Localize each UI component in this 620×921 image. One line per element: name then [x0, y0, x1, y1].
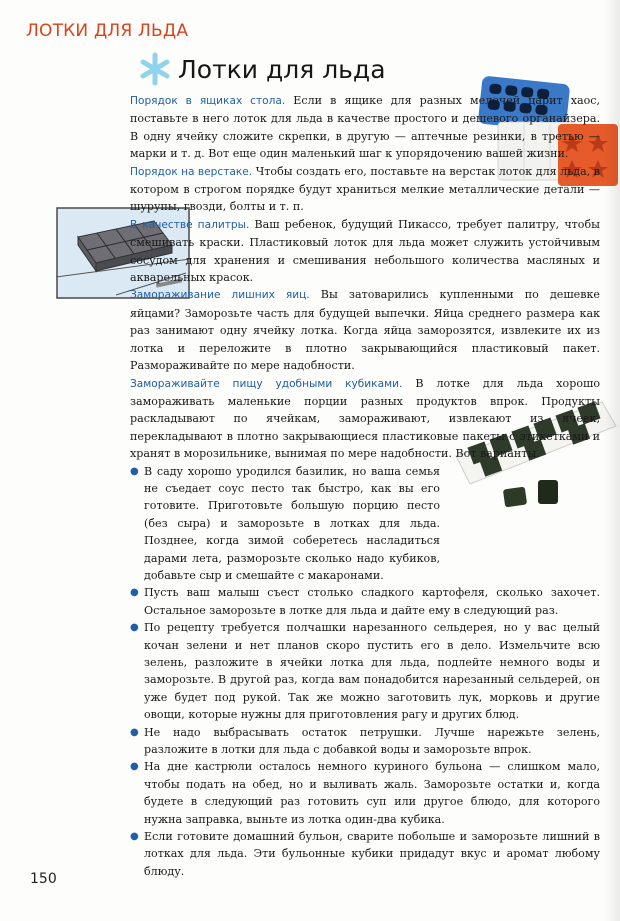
bullet-item: ● На дне кастрюли осталось немного куриного бульона — слишком мало, чтобы подать на обед, но и выливать жаль. Заморозьте остатки и, когда будете в следующий раз готовить суп или другое блюдо, для которого нужна заправка, выньте из лотка один-два кубика.	[130, 758, 600, 828]
paragraph	[130, 216, 600, 287]
paragraph-text: Чтобы создать его, поставьте на верстак лоток для льда, в котором в строгом порядке будут храниться мелкие металлические детали — шурупы, гвозди, болты и т. п.	[130, 164, 600, 214]
paragraph	[130, 375, 600, 463]
running-title: ЛОТКИ ДЛЯ ЛЬДА	[26, 21, 189, 41]
paragraph	[130, 92, 600, 163]
paragraph-lead: В качестве палитры.	[130, 218, 250, 231]
paragraph-text: Ваш ребенок, будущий Пикассо, требует палитру, чтобы смешивать краски. Пластиковый лоток для льда может служить устойчивым сосудом для хранения и смешивания небольшого количества масляных и акварельных красок.	[130, 217, 600, 285]
paragraph-text: Если в ящике для разных мелочей царит хаос, поставьте в него лоток для льда в качестве простого и дешевого органайзера. В одну ячейку сложите скрепки, в другую — аптечные резинки, в третью — марки и т. д. Вот еще один маленький шаг к упорядочению вашей жизни.	[130, 94, 600, 161]
bullet-item: ● Если готовите домашний бульон, сварите побольше и заморозьте лишний в лотках для льда. Эти бульонные кубики придадут вкус и аромат любому блюду.	[130, 828, 600, 880]
bullet-item: ● По рецепту требуется полчашки нарезанного сельдерея, но у вас целый кочан зелени и нет планов скоро пустить его в дело. Измельчите всю зелень, разложите в ячейки лотка для льда, подлейте немного воды и заморозьте. В другой раз, когда вам понадобится нарезанный сельдерей, он уже будет под рукой. Так же можно заготовить лук, морковь и другие овощи, которые нужны для приготовления рагу и других блюд.	[130, 619, 600, 723]
bullet-item: ● Пусть ваш малыш съест столько сладкого картофеля, сколько захочет. Остальное заморозьте в лотке для льда и дайте ему в следующий раз.	[130, 584, 600, 619]
bullet-item: ● В саду хорошо уродился базилик, но ваша семья не съедает соус песто так быстро, как вы его готовите. Приготовьте большую порцию песто (без сыра) и заморозьте в лотках для льда. Позднее, когда зимой соберетесь насладиться дарами лета, разморозьте сколько надо кубиков, добавьте сыр и смешайте с макаронами.	[130, 463, 440, 585]
bullet-item: ● Не надо выбрасывать остаток петрушки. Лучше нарежьте зелень, разложите в лотки для льда с добавкой воды и заморозьте впрок.	[130, 724, 600, 759]
paragraph-text: В лотке для льда хорошо замораживать маленькие порции разных продуктов впрок. Продукты раскладывают по ячейкам, замораживают, извлекают из ячеек, перекладывают в плотно закрывающиеся пластиковые пакеты с этикетками и хранят в морозильнике, вынимая по мере надобности. Вот варианты.	[130, 376, 601, 461]
paragraph-lead: Замораживайте пищу удобными кубиками.	[130, 377, 403, 390]
paragraph	[130, 286, 600, 374]
paragraph-lead: Порядок в ящиках стола.	[130, 95, 286, 107]
paragraph	[130, 163, 600, 216]
page-edge-shadow	[604, 0, 620, 921]
paragraph-lead: Порядок на верстаке.	[130, 165, 253, 178]
page-number: 150	[30, 871, 57, 887]
article-title: Лотки для льда	[178, 54, 386, 84]
paragraph-lead: Замораживание лишних яиц.	[130, 289, 310, 302]
article-header	[138, 52, 386, 86]
article-body	[130, 92, 600, 880]
paragraph-text: Вы затоварились купленными по дешевке яйцами? Заморозьте часть для будущей выпечки. Яйца среднего размера как раз занимают одну ячейку лотка. Когда яйца заморозятся, извлеките их из лотка и переложите в плотно закрывающийся пластиковый пакет. Размораживайте по мере надобности.	[130, 288, 600, 373]
snowflake-icon	[138, 52, 172, 86]
